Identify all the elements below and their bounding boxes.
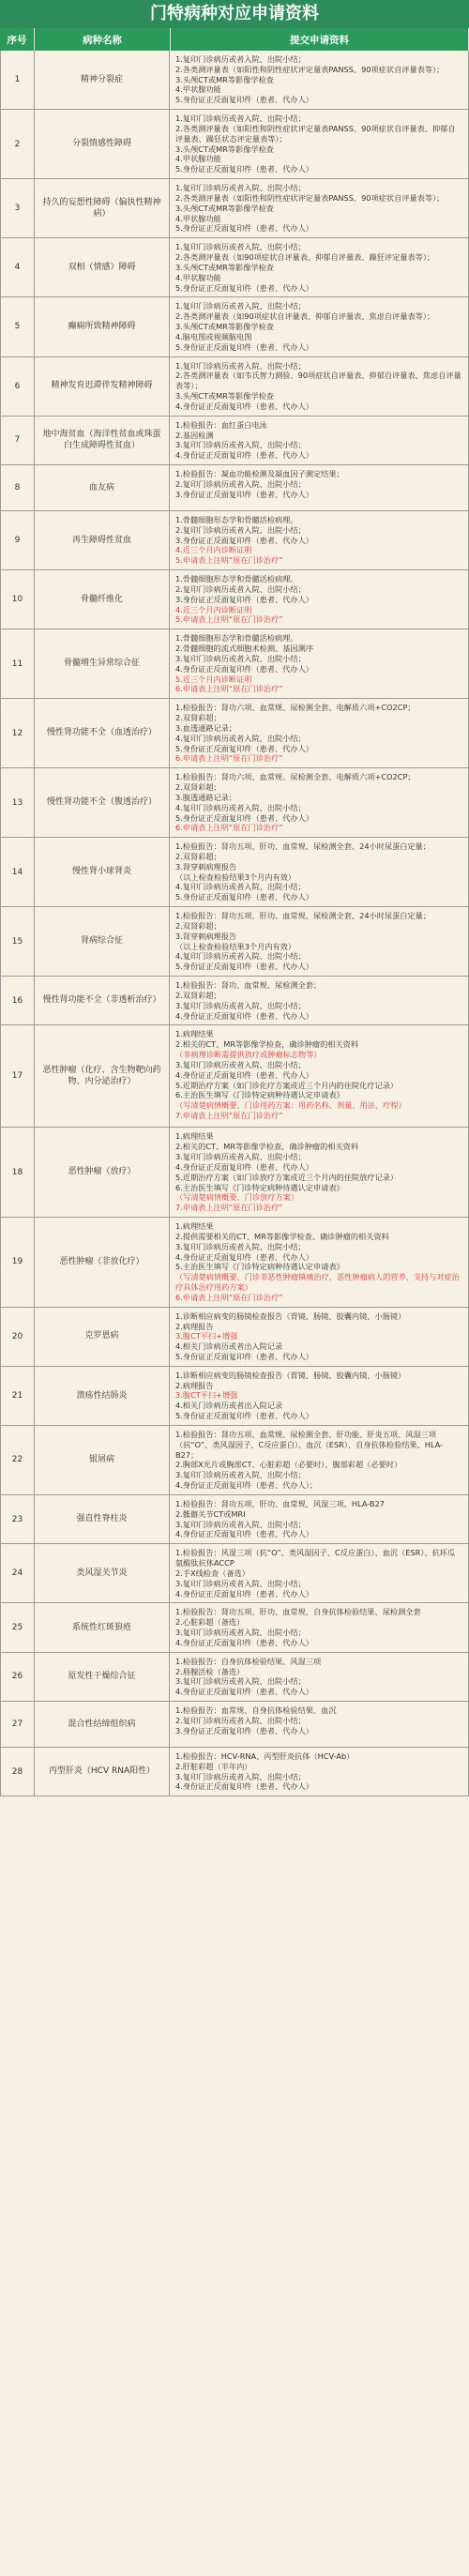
material-item: 2.各类测评量表（如90项症状自评量表、抑郁自评量表、焦虑自评量表等）； (175, 311, 435, 322)
material-item: 2.骶髂关节CT或MRI (175, 1508, 246, 1519)
row-index: 17 (1, 1025, 35, 1127)
material-item: 1.检验报告：肾功、血常规、尿检测全套； (175, 980, 322, 991)
disease-name: 再生障碍性贫血 (35, 511, 170, 569)
header-disease: 病种名称 (35, 28, 171, 51)
material-item: 1.检验报告：HCV-RNA、丙型肝炎抗体（HCV-Ab） (175, 1751, 355, 1761)
material-item: 4.身份证正反面复印件（患者、代办人） (175, 401, 313, 411)
material-item: 3.复印门诊病历或者入院、出院小结； (175, 1578, 306, 1588)
table-row (1, 417, 468, 465)
material-item: 4.身份证正反面复印件（患者、代办人） (175, 1529, 313, 1539)
material-item: 1.病理结果 (175, 1029, 214, 1039)
material-item: 4.身份证正反面复印件（患者、代办人） (175, 663, 313, 674)
material-item: 4.甲状腺功能 (175, 154, 221, 164)
material-item: 4.身份证正反面复印件（患者、代办人） (175, 1687, 313, 1697)
material-item: （写清楚病情概要、门诊放疗方案） (175, 1192, 299, 1203)
materials-list (170, 1367, 468, 1425)
material-item: 1.检验报告：凝血功能检测及凝血因子测定结果； (175, 468, 344, 478)
material-item: 4.甲状腺功能 (175, 213, 221, 223)
disease-name: 持久的妄想性障碍（偏执性精神病） (35, 179, 170, 237)
table-row (1, 768, 468, 838)
material-item: 1.检验报告：肾功六项、血常规、尿检测全套、电解质六项+CO2CP； (175, 703, 416, 713)
material-item: 1.病理结果 (175, 1221, 214, 1232)
material-item: 3.复印门诊病历或者入院、出院小结； (175, 1470, 306, 1480)
row-index: 23 (1, 1495, 35, 1543)
material-item: 1.复印门诊病历或者入院、出院小结； (175, 301, 306, 311)
disease-name: 分裂情感性障碍 (35, 110, 170, 178)
material-item: 2.唇腺活检（备选） (175, 1666, 245, 1676)
material-item: 2.双肾彩超； (175, 713, 221, 723)
material-item: 3.身份证正反面复印件（患者、代办人） (175, 535, 313, 545)
materials-list (170, 511, 468, 569)
material-item: 5.身份证正反面复印件（患者、代办人） (175, 962, 313, 972)
material-item: 1.检验报告：自身抗体检验结果、风湿三项 (175, 1656, 322, 1666)
material-item: 2.各类测评量表（如韦氏智力测验、90项症状自评量表、抑郁自评量表、焦虑自评量表等）； (175, 371, 461, 391)
material-item: 3.头颅CT或MR等影像学检查 (175, 74, 274, 84)
table-row (1, 1544, 468, 1603)
material-item: 3.复印门诊病历或者入院、出院小结； (175, 1000, 306, 1010)
material-item: 1.骨髓细胞形态学和骨髓活检病理。 (175, 633, 298, 644)
row-index: 20 (1, 1308, 35, 1366)
table-row (1, 1128, 468, 1218)
disease-name: 银屑病 (35, 1426, 170, 1494)
material-item: （以上检查检验结果3个月内有效） (175, 871, 296, 882)
material-item: 5.身份证正反面复印件（患者、代办人） (175, 1351, 313, 1361)
materials-list (170, 1218, 468, 1307)
material-item: 6.主治医生填写《门诊特定病种待遇认定申请表》 (175, 1090, 344, 1100)
row-index: 21 (1, 1367, 35, 1425)
material-item: 2.各类测评量表（如阳性和阴性症状评定量表PANSS、90项症状自评量表等）； (175, 192, 445, 203)
material-item: 3.复印门诊病历或者入院、出院小结； (175, 1519, 306, 1529)
material-item: 4.甲状腺功能 (175, 84, 221, 95)
material-item: 3.头颅CT或MR等影像学检查 (175, 262, 274, 272)
disease-name: 丙型肝炎（HCV RNA阳性） (35, 1748, 170, 1796)
row-index: 2 (1, 110, 35, 178)
material-item: 2.提供需要相关的CT、MR等影像学检查、确诊肿瘤的相关资料 (175, 1231, 389, 1241)
material-item: 2.双肾彩超； (175, 782, 221, 793)
material-item: 3.头颅CT或MR等影像学检查 (175, 144, 274, 154)
material-item: 2.肝脏彩超（半年内） (175, 1761, 252, 1771)
material-item: 1.检验报告：血红蛋白电泳 (175, 419, 267, 430)
material-item: 2.骨髓细胞的流式细胞术检测、基因测序 (175, 644, 313, 654)
row-index: 15 (1, 907, 35, 976)
material-item: 5.身份证正反面复印件（患者、代办人） (175, 282, 313, 293)
row-index: 19 (1, 1218, 35, 1307)
material-item: 2.复印门诊病历或者入院、出院小结； (175, 478, 306, 489)
material-item: 4.复印门诊病历或者入院、出院小结； (175, 733, 306, 743)
material-item: 2.心脏彩超（备选） (175, 1617, 245, 1628)
table-row (1, 51, 468, 110)
material-item: 4.身份证正反面复印件（患者、代办人） (175, 1251, 313, 1262)
material-item: 5.近三个月内诊断证明 (175, 674, 252, 684)
disease-name: 精神分裂症 (35, 51, 170, 109)
table-row (1, 238, 468, 297)
material-item: 3.复印门诊病历或者入院、出院小结； (175, 440, 306, 450)
material-item: 1.检验报告：风湿三项（抗“O”、类风湿因子、C反应蛋白）、血沉（ESR）、抗环瓜氨酸肽抗体ACCP (175, 1548, 456, 1568)
material-item: 1.复印门诊病历或者入院、出院小结； (175, 54, 306, 64)
materials-list (170, 907, 468, 976)
row-index: 27 (1, 1702, 35, 1747)
disease-name: 地中海贫血（海洋性贫血或珠蛋白生成障碍性贫血） (35, 417, 170, 464)
material-item: 4.身份证正反面复印件（患者、代办人）； (175, 1480, 318, 1491)
materials-list (170, 838, 468, 906)
table-row (1, 699, 468, 768)
material-item: 5.身份证正反面复印件（患者、代办人） (175, 1411, 313, 1421)
material-item: 2.相关的CT、MR等影像学检查，确诊肿瘤的相关资料 (175, 1142, 359, 1152)
materials-list (170, 1653, 468, 1701)
table-body (0, 51, 469, 1796)
material-item: 1.检验报告：血常规、自身抗体检验结果、血沉 (175, 1705, 337, 1715)
material-item: 4.身份证正反面复印件（患者、代办人） (175, 450, 313, 461)
table-row (1, 1702, 468, 1748)
row-index: 26 (1, 1653, 35, 1701)
material-item: 1.骨髓细胞形态学和骨髓活检病理。 (175, 574, 298, 584)
material-item: 4.身份证正反面复印件（患者、代办人） (175, 1010, 313, 1021)
table-row (1, 1367, 468, 1426)
material-item: 1.检验报告：肾功五项、肝功、血常规、风湿三项、HLA-B27 (175, 1498, 385, 1508)
material-item: 5.身份证正反面复印件（患者、代办人） (175, 892, 313, 902)
row-index: 24 (1, 1544, 35, 1602)
row-index: 6 (1, 357, 35, 416)
material-item: 5.身份证正反面复印件（患者、代办人） (175, 341, 313, 352)
material-item: （以上检查检验结果3个月内有效） (175, 941, 296, 951)
row-index: 8 (1, 465, 35, 510)
material-item: 1.诊断相应病变的肠镜检查报告（胃镜、肠镜、胶囊内镜、小肠镜） (175, 1311, 406, 1321)
materials-list (170, 1603, 468, 1651)
material-item: 3.腹CT平扫+增强 (175, 1390, 238, 1401)
materials-list (170, 297, 468, 356)
materials-list (170, 417, 468, 464)
material-item: 1.复印门诊病历或者入院、出院小结； (175, 360, 306, 371)
material-item: 3.腹CT平扫+增强 (175, 1331, 238, 1341)
material-item: 3.肾穿刺病理报告 (175, 931, 237, 941)
materials-list (170, 238, 468, 296)
material-item: 5.主治医生填写《门诊特定病种待遇认定申请表》 (175, 1262, 344, 1272)
table-row (1, 179, 468, 238)
material-item: 5.身份证正反面复印件（患者、代办人） (175, 164, 313, 174)
material-item: 6.申请表上注明“原在门诊治疗” (175, 684, 283, 694)
material-item: 4.甲状腺功能 (175, 272, 221, 282)
row-index: 28 (1, 1748, 35, 1796)
material-item: 7.申请表上注明“原在门诊治疗” (175, 1203, 283, 1213)
material-item: 3.头颅CT或MR等影像学检查 (175, 203, 274, 213)
disease-name: 系统性红斑狼疮 (35, 1603, 170, 1651)
material-item: 1.检验报告：肾功六项、血常规、尿检测全套、电解质六项+CO2CP； (175, 772, 416, 782)
material-item: 2.双肾彩超； (175, 920, 221, 931)
disease-name: 溃疡性结肠炎 (35, 1367, 170, 1425)
disease-name: 骨髓纤维化 (35, 570, 170, 629)
material-item: 2.双肾彩超； (175, 990, 221, 1000)
table-row (1, 1218, 468, 1308)
materials-list (170, 179, 468, 237)
materials-list (170, 110, 468, 178)
row-index: 5 (1, 297, 35, 356)
material-item: 4.身份证正反面复印件（患者、代办人） (175, 1161, 313, 1172)
table-row (1, 1025, 468, 1128)
material-item: 2.基因检测 (175, 430, 214, 440)
materials-list (170, 465, 468, 510)
material-item: 2.复印门诊病历或者入院、出院小结； (175, 524, 306, 535)
material-item: 6.申请表上注明“原在门诊治疗” (175, 823, 283, 833)
table-row (1, 297, 468, 356)
material-item: 1.诊断相应病变的肠镜检查报告（胃镜、肠镜、胶囊内镜、小肠镜） (175, 1370, 406, 1380)
material-item: 3.复印门诊病历或者入院、出院小结； (175, 1152, 306, 1162)
material-item: 3.身份证正反面复印件（患者、代办人） (175, 594, 313, 604)
table-row (1, 629, 468, 699)
row-index: 1 (1, 51, 35, 109)
material-item: 2.复印门诊病历或者入院、出院小结； (175, 583, 306, 594)
material-item: 2.病理报告 (175, 1321, 214, 1331)
row-index: 16 (1, 977, 35, 1024)
disease-name: 血友病 (35, 465, 170, 510)
material-item: 2.病理报告 (175, 1380, 214, 1390)
material-item: 4.身份证正反面复印件（患者、代办人） (175, 1588, 313, 1599)
material-item: 4.相关门诊病历或者出入院记录 (175, 1341, 283, 1352)
material-item: 2.各类测评量表（如阳性和阴性症状评定量表PANSS、90项症状自评量表、抑郁自评量表、躁狂状态评定量表等）； (175, 123, 456, 144)
materials-list (170, 629, 468, 698)
material-item: （写清楚病情概要、门诊用药方案：用药名称、剂量、用法、疗程） (175, 1100, 406, 1111)
materials-list (170, 1128, 468, 1217)
header-index: 序号 (0, 28, 35, 51)
disease-name: 恶性肿瘤（非放化疗） (35, 1218, 170, 1307)
material-item: 4.近三个月内诊断证明 (175, 545, 252, 555)
material-item: 1.检验报告：肾功五项、肝功、血常规、尿检测全套、24小时尿蛋白定量； (175, 911, 431, 921)
material-item: 2.各类测评量表（如90项症状自评量表、抑郁自评量表、躁狂评定量表等）； (175, 252, 435, 263)
materials-list (170, 1025, 468, 1127)
material-item: 3.头颅CT或MR等影像学检查 (175, 391, 274, 402)
material-item: 1.复印门诊病历或者入院、出院小结； (175, 114, 306, 124)
material-item: 5.身份证正反面复印件（患者、代办人） (175, 743, 313, 753)
row-index: 25 (1, 1603, 35, 1651)
table-row (1, 110, 468, 179)
row-index: 3 (1, 179, 35, 237)
table-row (1, 977, 468, 1025)
material-item: 3.身份证正反面复印件（患者、代办人） (175, 1725, 313, 1735)
disease-name: 克罗恩病 (35, 1308, 170, 1366)
materials-list (170, 51, 468, 109)
material-item: 1.检验报告：肾功五项、肝功、血常规、自身抗体检验结果、尿检测全套 (175, 1607, 421, 1617)
materials-list (170, 699, 468, 767)
disease-name: 慢性肾功能不全（腹透治疗） (35, 768, 170, 837)
material-item: 3.腹透通路记录； (175, 792, 237, 802)
material-item: 3.复印门诊病历或者入院、出院小结； (175, 1241, 306, 1251)
row-index: 10 (1, 570, 35, 629)
material-item: 6.主治医生填写《门诊特定病种待遇认定申请表》 (175, 1182, 344, 1192)
row-index: 11 (1, 629, 35, 698)
material-item: 3.肾穿刺病理报告 (175, 861, 237, 871)
row-index: 7 (1, 417, 35, 464)
material-item: （写清楚病情概要、门诊非恶性肿瘤镇痛治疗，恶性肿瘤病人的营养、支持与对症治疗具体治疗用药方案） (175, 1272, 460, 1293)
disease-name: 混合性结缔组织病 (35, 1702, 170, 1747)
material-item: 5.身份证正反面复印件（患者、代办人） (175, 223, 313, 234)
material-item: 4.身份证正反面复印件（患者、代办人） (175, 1637, 313, 1647)
row-index: 9 (1, 511, 35, 569)
disease-name: 慢性肾功能不全（非透析治疗） (35, 977, 170, 1024)
material-item: 5.申请表上注明“原在门诊治疗” (175, 555, 283, 566)
row-index: 4 (1, 238, 35, 296)
disease-name: 癫痫所致精神障碍 (35, 297, 170, 356)
table-header (0, 28, 469, 51)
material-item: 2.相关的CT、MR等影像学检查，确诊肿瘤的相关资料 (175, 1039, 359, 1050)
materials-list (170, 357, 468, 416)
materials-list (170, 768, 468, 837)
table-row (1, 1748, 468, 1796)
table-row (1, 907, 468, 977)
material-item: 2.双肾彩超； (175, 852, 221, 861)
material-item: 6.申请表上注明“原在门诊治疗” (175, 1292, 283, 1302)
row-index: 14 (1, 838, 35, 906)
table-row (1, 1653, 468, 1702)
material-item: 3.头颅CT或MR等影像学检查 (175, 322, 274, 332)
row-index: 18 (1, 1128, 35, 1217)
materials-list (170, 1702, 468, 1747)
materials-list (170, 977, 468, 1024)
material-item: 2.胸部X光片或胸部CT、心脏彩超（必要时）、腹部彩超（必要时） (175, 1460, 402, 1470)
material-item: 4.相关门诊病历或者出入院记录 (175, 1401, 283, 1411)
material-item: 4.复印门诊病历或者入院、出院小结； (175, 951, 306, 962)
material-item: 1.骨髓细胞形态学和骨髓活检病理。 (175, 514, 298, 524)
material-item: 6.申请表上注明“原在门诊治疗” (175, 753, 283, 764)
row-index: 12 (1, 699, 35, 767)
materials-list (170, 1544, 468, 1602)
table-row (1, 838, 468, 907)
disease-name: 类风湿关节炎 (35, 1544, 170, 1602)
table-row (1, 570, 468, 629)
materials-list (170, 1495, 468, 1543)
materials-list (170, 1308, 468, 1366)
table-row (1, 1426, 468, 1495)
material-item: 4.脑电图或视频脑电图 (175, 331, 252, 341)
material-item: 5.申请表上注明“原在门诊治疗” (175, 614, 283, 625)
table-row (1, 511, 468, 570)
material-item: 2.手X线检查（备选） (175, 1568, 250, 1578)
material-item: 3.身份证正反面复印件（患者、代办人） (175, 489, 313, 499)
material-item: 3.复印门诊病历或者入院、出院小结； (175, 1628, 306, 1638)
disease-name: 恶性肿瘤（化疗、含生物靶向药物、内分泌治疗） (35, 1025, 170, 1127)
material-item: 1.复印门诊病历或者入院、出院小结； (175, 242, 306, 252)
material-item: 3.复印门诊病历或者入院、出院小结； (175, 653, 306, 663)
disease-name: 原发性干燥综合征 (35, 1653, 170, 1701)
row-index: 13 (1, 768, 35, 837)
disease-name: 肾病综合征 (35, 907, 170, 976)
material-item: 5.近期治疗方案（如门诊化疗方案或近三个月内的住院化疗记录） (175, 1080, 399, 1090)
disease-name: 慢性肾小球肾炎 (35, 838, 170, 906)
disease-name: 强直性脊柱炎 (35, 1495, 170, 1543)
material-item: 4.近三个月内诊断证明 (175, 604, 252, 614)
material-item: 4.身份证正反面复印件（患者、代办人） (175, 1069, 313, 1080)
material-item: 2.各类测评量表（如阳性和阴性症状评定量表PANSS、90项症状自评量表等）； (175, 64, 445, 74)
disease-name: 骨髓增生异常综合征 (35, 629, 170, 698)
disease-name: 恶性肿瘤（放疗） (35, 1128, 170, 1217)
disease-name: 双相（情感）障碍 (35, 238, 170, 296)
disease-name: 精神发育迟滞伴发精神障碍 (35, 357, 170, 416)
table-row (1, 465, 468, 511)
material-item: 3.血透通路记录； (175, 722, 237, 733)
material-item: 2.复印门诊病历或者入院、出院小结； (175, 1715, 306, 1725)
materials-list (170, 570, 468, 629)
material-item: 5.身份证正反面复印件（患者、代办人） (175, 95, 313, 105)
material-item: 4.复印门诊病历或者入院、出院小结； (175, 882, 306, 892)
materials-list (170, 1426, 468, 1494)
material-item: 3.复印门诊病历或者入院、出院小结； (175, 1771, 306, 1781)
table-row (1, 1308, 468, 1367)
disease-name: 慢性肾功能不全（血透治疗） (35, 699, 170, 767)
material-item: 3.复印门诊病历或者入院、出院小结； (175, 1059, 306, 1069)
table-row (1, 1495, 468, 1544)
page-title: 门特病种对应申请资料 (0, 0, 469, 28)
material-item: 1.病理结果 (175, 1131, 214, 1142)
material-item: （非病理诊断需提供放疗或肿瘤标志物等） (175, 1050, 322, 1060)
materials-list (170, 1748, 468, 1796)
material-item: 5.身份证正反面复印件（患者、代办人） (175, 812, 313, 823)
material-item: 1.复印门诊病历或者入院、出院小结； (175, 183, 306, 193)
material-item: 3.复印门诊病历或者入院、出院小结； (175, 1676, 306, 1687)
table-row (1, 1603, 468, 1652)
row-index: 22 (1, 1426, 35, 1494)
material-item: 1.检验报告：肾功五项、肝功、血常规、尿检测全套、24小时尿蛋白定量； (175, 841, 431, 852)
table-row (1, 357, 468, 417)
material-item: 1.检验报告：肾功五项、血常规、尿检测全套、肝功能、肝炎五项、风湿三项（抗“O”、类风湿因子、C反应蛋白）、血沉（ESR）、自身抗体检验结果、HLA-B27； (175, 1429, 444, 1460)
material-item: 4.身份证正反面复印件（患者、代办人） (175, 1781, 313, 1792)
material-item: 7.申请表上注明“原在门诊治疗” (175, 1111, 283, 1121)
material-item: 5.近期治疗方案（如门诊放疗方案或近三个月内的住院放疗记录） (175, 1172, 399, 1182)
material-item: 4.复印门诊病历或者入院、出院小结； (175, 802, 306, 812)
header-materials: 提交申请资料 (171, 28, 469, 51)
